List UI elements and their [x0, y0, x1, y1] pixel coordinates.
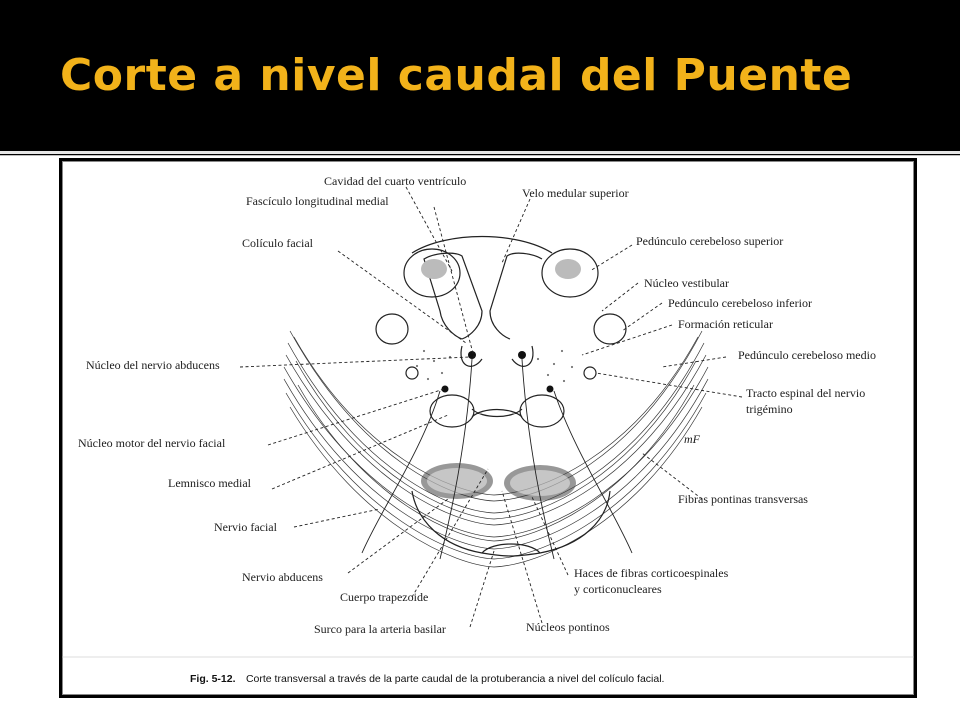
title-bar	[0, 0, 960, 150]
label-surco: Surco para la arteria basilar	[314, 622, 446, 636]
label-cavidad: Cavidad del cuarto ventrículo	[324, 174, 467, 188]
title-divider	[0, 151, 960, 154]
inferior-cerebellar-peduncle-left	[376, 314, 408, 344]
facial-motor-nucleus-right	[547, 386, 554, 393]
label-fasciculo: Fascículo longitudinal medial	[246, 194, 389, 208]
caption-number: Fig. 5-12.	[190, 673, 236, 685]
tegmentum-right	[490, 253, 542, 339]
label-motor-facial: Núcleo motor del nervio facial	[78, 436, 226, 450]
trapezoid-body	[472, 409, 522, 417]
label-abducens-nucleo: Núcleo del nervio abducens	[86, 358, 220, 372]
label-ped-sup: Pedúnculo cerebeloso superior	[636, 234, 784, 248]
label-haces-2: y corticonucleares	[574, 582, 662, 596]
caption-text: Corte transversal a través de la parte caudal de la protuberancia a nivel del colículo facial.	[245, 673, 665, 685]
inferior-cerebellar-peduncle-right	[594, 314, 626, 344]
basilar-pons-outline	[412, 491, 610, 556]
label-pontinos: Núcleos pontinos	[526, 620, 610, 634]
abducens-nucleus-right	[518, 351, 526, 359]
pons-cross-section-diagram	[62, 161, 914, 695]
reticular-formation	[416, 350, 573, 382]
label-nervio-abducens: Nervio abducens	[242, 570, 323, 584]
superior-medullary-velum	[412, 237, 552, 254]
label-velo: Velo medular superior	[522, 186, 629, 200]
scp-right-shading	[555, 259, 581, 279]
figure-caption	[190, 669, 664, 686]
label-coliculo: Colículo facial	[242, 236, 313, 250]
scp-left-shading	[421, 259, 447, 279]
label-lemnisco: Lemnisco medial	[168, 476, 251, 490]
label-reticular: Formación reticular	[678, 317, 773, 331]
label-nervio-facial: Nervio facial	[214, 520, 277, 534]
label-tracto-1: Tracto espinal del nervio	[746, 386, 866, 400]
slide-title: Corte a nivel caudal del Puente	[60, 50, 853, 101]
label-trapezoide: Cuerpo trapezoide	[340, 590, 429, 604]
label-ped-medio: Pedúnculo cerebeloso medio	[738, 348, 876, 362]
figure-frame	[59, 158, 917, 698]
transverse-fiber-band	[284, 331, 708, 567]
label-ped-inf: Pedúnculo cerebeloso inferior	[668, 296, 812, 310]
spinal-trigeminal-right	[584, 367, 596, 379]
label-mark: mF	[684, 432, 700, 446]
label-haces-1: Haces de fibras corticoespinales	[574, 566, 729, 580]
label-fibras-transversas: Fibras pontinas transversas	[678, 492, 808, 506]
corticospinal-bundles	[421, 463, 576, 501]
abducens-nucleus-left	[468, 351, 476, 359]
label-vestibular: Núcleo vestibular	[644, 276, 729, 290]
label-tracto-2: trigémino	[746, 402, 793, 416]
spinal-trigeminal-left	[406, 367, 418, 379]
